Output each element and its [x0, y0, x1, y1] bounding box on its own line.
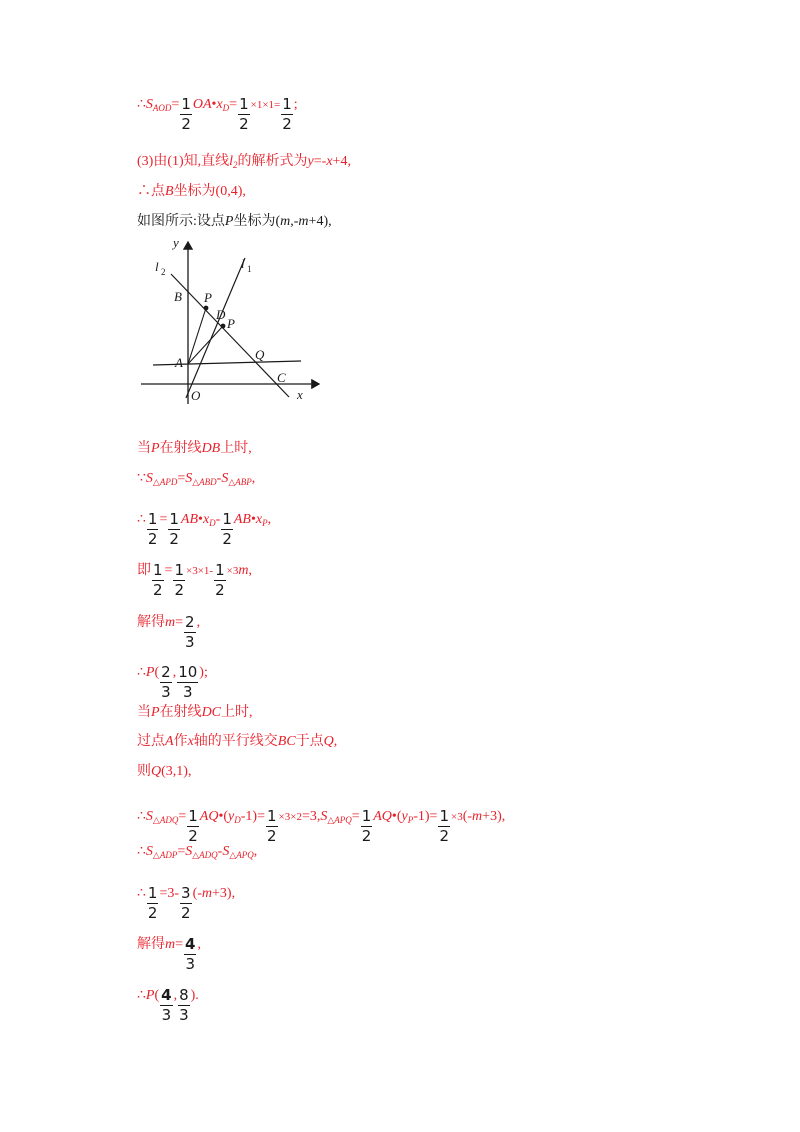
- line-construct-q: 过点A作x轴的平行线交BC于点Q,: [137, 734, 338, 749]
- line-solve-2: 解得m= $\frac{4}{3}$ ,: [137, 935, 201, 973]
- point-p-lower: [221, 324, 226, 329]
- line-p-result-2: ∴P( $\frac{4}{3}$ , $\frac{8}{3}$ ).: [137, 986, 199, 1024]
- label-q: Q: [255, 347, 265, 362]
- line-eq-2: 即 $\frac{1}{2}$ = $\frac{1}{2}$ ×3×1- $\frac{1}{2}$ ×3m,: [137, 561, 252, 599]
- label-p-upper: P: [204, 290, 212, 305]
- label-l2-sub: 2: [161, 267, 166, 277]
- line-case-dc: 当P在射线DC上时,: [137, 705, 253, 720]
- point-p-upper: [204, 306, 209, 311]
- line-p-result-1: ∴P( $\frac{2}{3}$ , $\frac{10}{3}$ );: [137, 663, 208, 701]
- fraction: $\frac{1}{2}$: [282, 95, 292, 133]
- line-solve-1: 解得m= $\frac{2}{3}$ ,: [137, 613, 201, 651]
- line-part3-intro: (3)由(1)知,直线$l_2$的解析式为y=-x+4,: [137, 154, 351, 170]
- label-p-lower: P: [227, 316, 235, 331]
- line-eq-3: ∴ $\frac{1}{2}$ =3- $\frac{3}{2}$ (-m+3),: [137, 884, 236, 922]
- line-area-relation-2: $\therefore S_{\triangle ADP}=S_{\triangle ADQ}-S_{\triangle APQ}$,: [137, 844, 258, 860]
- label-l1-sub: 1: [247, 264, 252, 274]
- label-l2: l: [155, 259, 159, 274]
- label-d: D: [216, 307, 226, 322]
- line-set-p: 如图所示:设点P坐标为(m,-m+4),: [137, 214, 332, 229]
- line-eq-1: ∴ $\frac{1}{2}$ = $\frac{1}{2}$ $AB•x_D-$ $\frac{1}{2}$ $AB•x_P$,: [137, 510, 272, 548]
- line-case-db: 当P在射线DB上时,: [137, 441, 252, 456]
- segment-ap-lower: [188, 326, 223, 364]
- fraction: $\frac{1}{2}$: [181, 95, 191, 133]
- fraction: $\frac{1}{2}$: [239, 95, 249, 133]
- line-point-b: ∴点B坐标为(0,4),: [137, 184, 246, 199]
- line-area-adq-apq: $\therefore S_{\triangle ADQ}=$ $\frac{1}{2}$ $AQ•(y_D-1)=$ $\frac{1}{2}$ $\times 3\times 2=3,S_{\triangle APQ}=$ $\frac{1}{2}$ $AQ•(y_P-1)=$ $\frac{1}{2}$ ×3(-m+3),: [137, 807, 506, 845]
- label-b: B: [174, 289, 182, 304]
- line-area-relation-1: $\because S_{\triangle APD}=S_{\triangle ABD}-S_{\triangle ABP}$,: [137, 471, 256, 487]
- line-area-aod: $\therefore S_{AOD}=$ $\frac{1}{2}$ $OA•x_D=$ $\frac{1}{2}$ ×1×1= $\frac{1}{2}$ ;: [137, 95, 298, 133]
- line-q-coord: 则Q(3,1),: [137, 764, 192, 779]
- label-y: y: [173, 236, 179, 250]
- geometry-figure: [137, 236, 327, 406]
- label-a: A: [175, 355, 183, 370]
- label-o: O: [191, 388, 201, 403]
- label-c: C: [277, 370, 286, 385]
- line-l1: [186, 258, 245, 398]
- label-x: x: [297, 387, 303, 402]
- label-l1: l: [241, 256, 245, 271]
